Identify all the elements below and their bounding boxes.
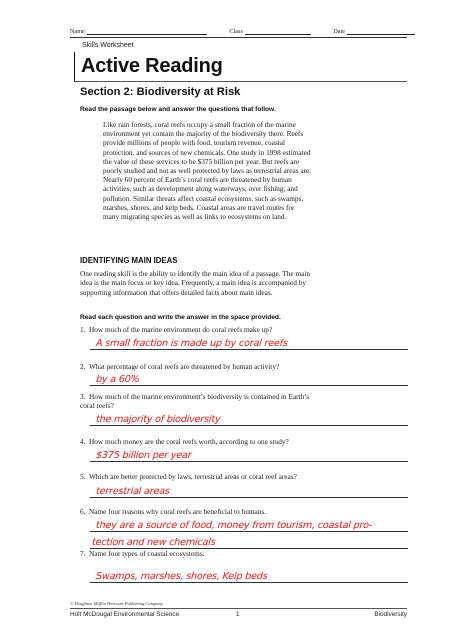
- reading-passage: [103, 120, 363, 221]
- handwritten-answer: Swamps, marshes, shores, Kelp beds: [95, 571, 268, 582]
- footer-rule: [70, 608, 407, 609]
- question-number: 3.: [80, 392, 86, 401]
- answer-line[interactable]: [90, 425, 408, 426]
- name-label: Name: [70, 28, 85, 35]
- date-field[interactable]: [333, 28, 415, 35]
- passage-line: marshes, shores, and kelp beds. Coastal areas are travel routes for: [103, 202, 295, 212]
- footer-subject: Biodiversity: [374, 611, 407, 618]
- question-text: What percentage of coral reefs are threatened by human activity?: [89, 362, 280, 371]
- handwritten-answer: by a 60%: [95, 374, 140, 385]
- worksheet-type: Skills Worksheet: [82, 42, 134, 49]
- passage-line: many migrating species as well as links to ecosystems on land.: [103, 212, 287, 222]
- answer-line[interactable]: [90, 531, 408, 532]
- question-text: Which are better protected by laws, terrestrial areas or coral reef areas?: [89, 472, 297, 481]
- question-text: How much money are the coral reefs worth, according to one study?: [89, 437, 289, 446]
- intro-paragraph: [80, 269, 410, 297]
- handwritten-answer: they are a source of food, money from tourism, coastal pro-: [95, 520, 373, 531]
- copyright: © Houghton Mifflin Harcourt Publishing Company: [70, 601, 163, 606]
- class-field[interactable]: [229, 28, 310, 35]
- question-text: Name four reasons why coral reefs are beneficial to humans.: [89, 507, 267, 516]
- handwritten-answer: $375 billion per year: [95, 450, 192, 461]
- question-6: [80, 507, 410, 516]
- passage-line: provide millions of people with food, tourism revenue, coastal: [103, 138, 285, 148]
- intro-line: One reading skill is the ability to identify the main idea of a passage. The main: [80, 269, 311, 278]
- handwritten-answer: tection and new chemicals: [91, 537, 216, 548]
- passage-line: protection, and sources of new chemicals. One study in 1998 estimated: [103, 147, 311, 157]
- handwritten-answer: terrestrial areas: [95, 486, 171, 497]
- class-blank[interactable]: [245, 34, 311, 35]
- question-2: [80, 362, 410, 371]
- page-title: Active Reading: [81, 55, 223, 77]
- passage-line: Like rain forests, coral reefs occupy a small fraction of the marine: [103, 120, 296, 129]
- passage-line: Nearly 60 percent of Earth’s coral reefs are threatened by human: [103, 175, 292, 185]
- class-label: Class: [229, 28, 243, 35]
- passage-line: poorly studied and not as well protected by laws as terrestrial areas are.: [103, 166, 312, 176]
- question-number: 5.: [80, 472, 86, 481]
- header-rule: [70, 37, 407, 38]
- footer-page-number: 1: [236, 611, 240, 618]
- passage-line: the value of these services to be $375 billion per year. But reefs are: [103, 156, 300, 166]
- question-text: Name four types of coastal ecosystems.: [89, 549, 205, 558]
- title-bar: [74, 52, 75, 82]
- question-text: How much of the marine environment’s biodiversity is contained in Earth’s coral reefs?: [80, 392, 310, 411]
- answer-line[interactable]: [90, 461, 408, 462]
- answer-line[interactable]: [90, 497, 408, 498]
- passage-line: activities, such as development along waterways, over fishing, and: [103, 184, 298, 194]
- question-4: [80, 437, 410, 446]
- answer-line[interactable]: [90, 385, 408, 386]
- passage-instruction: Read the passage below and answer the questions that follow.: [80, 106, 276, 113]
- header-fields: [70, 28, 415, 35]
- intro-line: idea is the main focus or key idea. Frequently, a main idea is accompanied by: [80, 278, 307, 288]
- question-5: [80, 472, 410, 481]
- answer-line[interactable]: [90, 349, 408, 350]
- question-1: [80, 325, 410, 334]
- question-7: [80, 549, 410, 558]
- questions-instruction: Read each question and write the answer in the space provided.: [80, 314, 281, 321]
- name-blank[interactable]: [87, 34, 207, 35]
- name-field[interactable]: [70, 28, 207, 35]
- answer-line[interactable]: [90, 582, 408, 583]
- subheading: IDENTIFYING MAIN IDEAS: [80, 256, 178, 265]
- question-number: 7.: [80, 549, 86, 558]
- title-rule: [74, 81, 407, 82]
- date-label: Date: [333, 28, 345, 35]
- passage-line: environment yet contain the majority of the biodiversity there. Reefs: [103, 129, 304, 139]
- question-number: 6.: [80, 507, 86, 516]
- footer-book: Holt McDougal Environmental Science: [70, 611, 180, 618]
- section-title: Section 2: Biodiversity at Risk: [80, 86, 241, 98]
- question-number: 1.: [80, 325, 86, 334]
- question-text: How much of the marine environment do coral reefs make up?: [89, 325, 273, 334]
- handwritten-answer: the majority of biodiversity: [95, 414, 221, 425]
- question-3: [80, 392, 410, 410]
- handwritten-answer: A small fraction is made up by coral reefs: [95, 338, 288, 349]
- question-number: 2.: [80, 362, 86, 371]
- intro-line: supporting information that offers detailed facts about main ideas.: [80, 287, 273, 297]
- question-number: 4.: [80, 437, 86, 446]
- passage-line: pollution. Similar threats affect coastal ecosystems, such as swamps,: [103, 193, 304, 203]
- date-blank[interactable]: [347, 34, 415, 35]
